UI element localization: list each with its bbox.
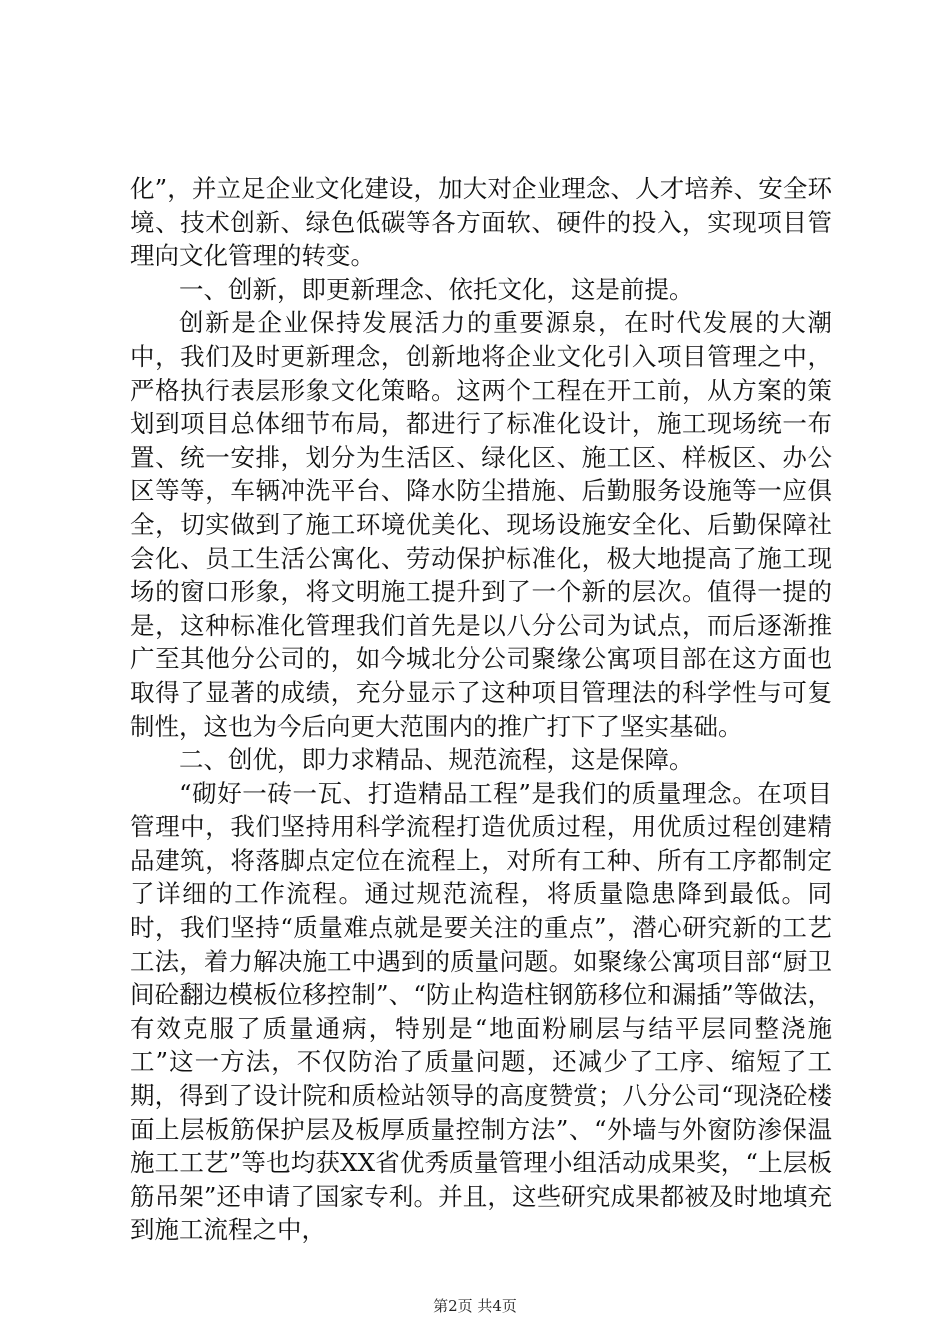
paragraph-innovation: 创新是企业保持发展活力的重要源泉，在时代发展的大潮中，我们及时更新理念，创新地将企业文化引入项目管理之中，严格执行表层形象文化策略。这两个工程在开工前，从方案的策划到项目总体细节布局，都进行了标准化设计，施工现场统一布置、统一安排，划分为生活区、绿化区、施工区、样板区、办公区等等，车辆冲洗平台、降水防尘措施、后勤服务设施等一应俱全，切实做到了施工环境优美化、现场设施安全化、后勤保障社会化、员工生活公寓化、劳动保护标准化，极大地提高了施工现场的窗口形象，将文明施工提升到了一个新的层次。值得一提的是，这种标准化管理我们首先是以八分公司为试点，而后逐渐推广至其他分公司的，如今城北分公司聚缘公寓项目部在这方面也取得了显著的成绩，充分显示了这种项目管理法的科学性与可复制性，这也为今后向更大范围内的推广打下了坚实基础。 [130, 308, 832, 741]
page-footer: 第2页 共4页 [433, 1297, 517, 1315]
paragraph-continuation: 化”，并立足企业文化建设，加大对企业理念、人才培养、安全环境、技术创新、绿色低碳等各方面软、硬件的投入，实现项目管理向文化管理的转变。 [130, 174, 832, 271]
document-body [130, 172, 832, 1247]
section-heading-innovation: 一、创新，即更新理念、依托文化，这是前提。 [179, 274, 694, 304]
paragraph-excellence: “砌好一砖一瓦、打造精品工程”是我们的质量理念。在项目管理中，我们坚持用科学流程打造优质过程，用优质过程创建精品建筑，将落脚点定位在流程上，对所有工种、所有工序都制定了详细的工作流程。通过规范流程，将质量隐患降到最低。同时，我们坚持“质量难点就是要关注的重点”，潜心研究新的工艺工法，着力解决施工中遇到的质量问题。如聚缘公寓项目部“厨卫间砼翻边模板位移控制”、“防止构造柱钢筋移位和漏插”等做法，有效克服了质量通病，特别是“地面粉刷层与结平层同整浇施工”这一方法，不仅防治了质量问题，还减少了工序、缩短了工期，得到了设计院和质检站领导的高度赞赏；八分公司“现浇砼楼面上层板筋保护层及板厚质量控制方法”、“外墙与外窗防渗保温施工工艺”等也均获XX省优秀质量管理小组活动成果奖，“上层板筋吊架”还申请了国家专利。并且，这些研究成果都被及时地填充到施工流程之中， [130, 778, 832, 1245]
section-heading-excellence: 二、创优，即力求精品、规范流程，这是保障。 [179, 745, 694, 775]
